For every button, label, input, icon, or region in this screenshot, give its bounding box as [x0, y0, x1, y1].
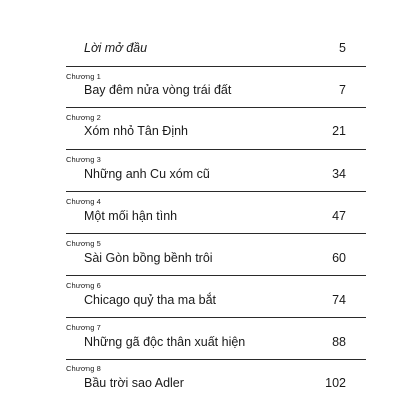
chapter-4-label: Chương 4	[66, 197, 101, 206]
divider	[66, 66, 366, 67]
chapter-6-page-number: 74	[332, 293, 346, 307]
chapter-7-title: Những gã độc thân xuất hiện	[84, 335, 246, 349]
chapter-8-label: Chương 8	[66, 364, 101, 373]
divider	[66, 149, 366, 150]
chapter-4-page-number: 47	[332, 209, 346, 223]
chapter-1-title: Bay đêm nửa vòng trái đất	[84, 83, 232, 97]
divider	[66, 317, 366, 318]
chapter-3-label: Chương 3	[66, 155, 101, 164]
intro-title: Lời mở đầu	[84, 41, 148, 55]
chapter-2-page-number: 21	[332, 124, 346, 138]
chapter-6-title: Chicago quỷ tha ma bắt	[84, 293, 217, 307]
chapter-3-page-number: 34	[332, 167, 346, 181]
divider	[66, 233, 366, 234]
chapter-1-label: Chương 1	[66, 72, 101, 81]
intro-page-number: 5	[339, 41, 346, 55]
chapter-2-label: Chương 2	[66, 113, 101, 122]
divider	[66, 359, 366, 360]
chapter-6-label: Chương 6	[66, 281, 101, 290]
chapter-5-page-number: 60	[332, 251, 346, 265]
chapter-2-title: Xóm nhỏ Tân Định	[84, 124, 188, 138]
divider	[66, 275, 366, 276]
chapter-3-title: Những anh Cu xóm cũ	[84, 167, 210, 181]
chapter-7-label: Chương 7	[66, 323, 101, 332]
divider	[66, 191, 366, 192]
chapter-5-label: Chương 5	[66, 239, 101, 248]
chapter-4-title: Một mối hận tình	[84, 209, 178, 223]
divider	[66, 107, 366, 108]
chapter-1-page-number: 7	[339, 83, 346, 97]
chapter-8-title: Bầu trời sao Adler	[84, 376, 184, 390]
chapter-7-page-number: 88	[332, 335, 346, 349]
chapter-5-title: Sài Gòn bồng bềnh trôi	[84, 251, 213, 265]
chapter-8-page-number: 102	[325, 376, 346, 390]
